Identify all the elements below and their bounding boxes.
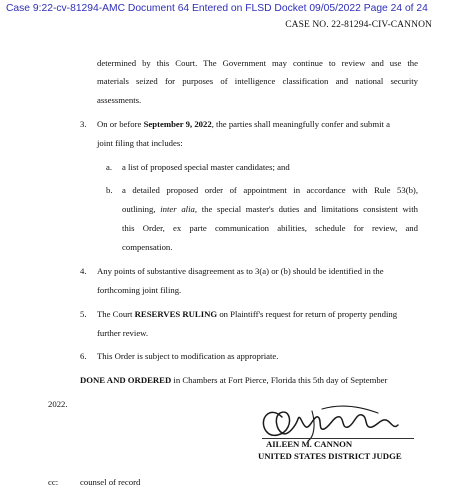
item-3b-line-2: outlining, inter alia, the special master's duties and limitations consistent with	[122, 204, 418, 214]
reserves-ruling-phrase: RESERVES RULING	[134, 309, 218, 319]
item-3b-line-1: a detailed proposed order of appointment in accordance with Rule 53(b),	[122, 185, 418, 195]
item-6-text: This Order is subject to modification as appropriate.	[97, 351, 279, 361]
item-3b-line-3: this Order, ex parte communication abilities, schedule for review, and	[122, 223, 418, 233]
continued-paragraph-line: assessments.	[97, 95, 142, 105]
done-and-ordered-year: 2022.	[48, 399, 68, 409]
item-3-deadline-date: September 9, 2022	[143, 119, 212, 129]
judge-title: UNITED STATES DISTRICT JUDGE	[258, 451, 402, 461]
item-6-number: 6.	[80, 351, 87, 361]
item-3-line-2: joint filing that includes:	[97, 138, 183, 148]
done-and-ordered-line: DONE AND ORDERED in Chambers at Fort Pierce, Florida this 5th day of September	[80, 375, 388, 385]
cc-recipients: counsel of record	[80, 477, 141, 487]
item-3b-line-4: compensation.	[122, 242, 173, 252]
item-3a-text: a list of proposed special master candidates; and	[122, 162, 290, 172]
item-5-line-2: further review.	[97, 328, 149, 338]
item-5-number: 5.	[80, 309, 87, 319]
item-4-number: 4.	[80, 266, 87, 276]
continued-paragraph-line: materials seized for purposes of intelligence classification and national security	[97, 76, 418, 86]
item-3a-label: a.	[106, 162, 113, 172]
item-3-number: 3.	[80, 119, 87, 129]
judge-name: AILEEN M. CANNON	[266, 439, 353, 449]
cc-label: cc:	[48, 477, 59, 487]
item-3-line-1: On or before September 9, 2022, the parties shall meaningfully confer and submit a	[97, 119, 390, 129]
item-4-line-1: Any points of substantive disagreement as to 3(a) or (b) should be identified in the	[97, 266, 384, 276]
item-4-line-2: forthcoming joint filing.	[97, 285, 182, 295]
item-5-line-1: The Court RESERVES RULING on Plaintiff's request for return of property pending	[97, 309, 398, 319]
continued-paragraph-line: determined by this Court. The Government may continue to review and use the	[97, 58, 418, 68]
item-3b-label: b.	[106, 185, 113, 195]
case-number: CASE NO. 22-81294-CIV-CANNON	[285, 20, 432, 30]
docket-header-stamp: Case 9:22-cv-81294-AMC Document 64 Entered on FLSD Docket 09/05/2022 Page 24 of 24	[6, 3, 428, 14]
